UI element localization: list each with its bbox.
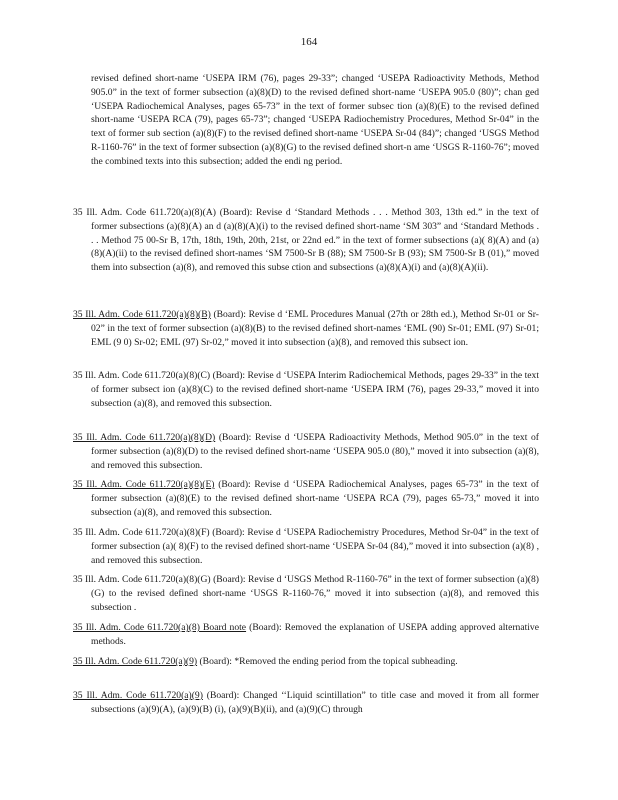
entry-text: (Board): Changed ‘‘Liquid scintillation” to title case and moved it from all former subsections (a)(9)(A), (a)(9)(B) (i), (a)(9)(B)(ii), and (a)(9)(C) through <box>91 690 540 715</box>
entry-611-720-a8D <box>73 431 539 472</box>
entry-citation: 35 Ill. Adm. Code 611.720(a)(9) <box>73 656 198 667</box>
entry-text: (Board): Revise d ‘EML Procedures Manual (27th or 28th ed.), Method Sr-01 or Sr-02” in the text of former subsection (a)(8)(B) to the revised defined short-names ‘EML (90) Sr-01; EML (97) Sr-01; EML (9 0) Sr-02; EML (97) Sr-02,” moved it into subsection (a)(8), and removed this subsect ion. <box>91 309 539 348</box>
entry-text: (Board): Removed the explanation of USEPA adding approved alternative methods. <box>91 622 539 647</box>
entry-citation: 35 Ill. Adm. Code 611.720(a)(8) Board note <box>73 622 247 633</box>
entry-text: (Board): Revise d ‘USEPA Radiochemistry Procedures, Method Sr-04” in the text of former subsection (a)( 8)(F) to the revised defined short-name ‘USEPA Sr-04 (84),” moved it into subsection (a)(8) , and removed this subsection. <box>91 527 539 566</box>
entry-text: (Board): *Removed the ending period from the topical subheading. <box>197 656 458 667</box>
page-number: 164 <box>300 36 318 48</box>
entry-611-720-a8B <box>73 308 539 349</box>
entry-611-720-a8E <box>73 478 539 519</box>
entry-text: (Board): Revise d ‘USEPA Radiochemical Analyses, pages 65-73” in the text of former subsection (a)(8)(E) to the revised defined short-name ‘USEPA RCA (79), pages 65-73,” moved it into subsection (a)(8), and removed this subsection. <box>91 479 539 518</box>
entry-citation: 35 Ill. Adm. Code 611.720(a)(8)(B) <box>73 309 211 320</box>
entry-citation: 35 Ill. Adm. Code 611.720(a)(8)(A) <box>73 207 216 218</box>
intro-paragraph: revised defined short-name ‘USEPA IRM (76), pages 29-33”; changed ‘USEPA Radioactivity Methods, Method 905.0” in the text of former subsection (a)(8)(D) to the revised defined short-name ‘USEPA 905.0 (80)”; chan ged ‘USEPA Radiochemical Analyses, pages 65-73” in the text of former subsec tion (a)(8)(E) to the revised defined short-name ‘USEPA RCA (79), pages 65-73”; changed ‘USEPA Radiochemistry Procedures, Method Sr-04” in the text of former sub section (a)(8)(F) to the revised defined short-name ‘USEPA Sr-04 (84)”; changed ‘USGS Method R-1160-76” in the text of former subsection (a)(8)(G) to the revised defined short-n ame ‘USGS R-1160-76”; moved the combined texts into this subsection; added the endi ng period. <box>91 73 539 167</box>
entry-citation: 35 Ill. Adm. Code 611.720(a)(8)(F) <box>73 527 210 538</box>
entry-611-720-a9-heading <box>73 655 539 669</box>
entry-text: (Board): Revise d ‘USEPA Radioactivity Methods, Method 905.0” in the text of former subsection (a)(8)(D) to the revised defined short-name ‘USEPA 905.0 (80),” moved it into subsection (a)(8), and removed this subsection. <box>91 432 539 471</box>
entry-611-720-a9-liquid <box>73 689 539 717</box>
entry-611-720-a8A <box>73 206 539 275</box>
entry-citation: 35 Ill. Adm. Code 611.720(a)(8)(C) <box>73 370 211 381</box>
entry-611-720-a8G <box>73 573 539 614</box>
entry-text: (Board): Revise d ‘USGS Method R-1160-76” in the text of former subsection (a)(8)(G) to the revised defined short-name ‘USGS R-1160-76,” moved it into subsection (a)(8), and removed this subsection . <box>91 574 539 613</box>
entry-citation: 35 Ill. Adm. Code 611.720(a)(8)(D) <box>73 432 216 443</box>
entry-citation: 35 Ill. Adm. Code 611.720(a)(9) <box>73 690 203 701</box>
entry-text: (Board): Revise d ‘USEPA Interim Radiochemical Methods, pages 29-33” in the text of former subsect ion (a)(8)(C) to the revised defined short-name ‘USEPA IRM (76), pages 29-33,” moved it into subsection (a)(8), and removed this subsection. <box>91 370 539 409</box>
entry-611-720-a8-board-note <box>73 621 539 649</box>
entry-citation: 35 Ill. Adm. Code 611.720(a)(8)(E) <box>73 479 215 490</box>
entry-611-720-a8F <box>73 526 539 567</box>
entry-citation: 35 Ill. Adm. Code 611.720(a)(8)(G) <box>73 574 211 585</box>
entry-611-720-a8C <box>73 369 539 410</box>
entry-text: (Board): Revise d ‘Standard Methods . . . Method 303, 13th ed.” in the text of former subsections (a)(8)(A) an d (a)(8)(A)(i) to the revised defined short-name ‘SM 303” and ‘Standard Methods . . . Method 75 00-Sr B, 17th, 18th, 19th, 20th, 21st, or 22nd ed.” in the text of former subsections (a)( 8)(A) and (a)(8)(A)(ii) to the revised defined short-names ‘SM 7500-Sr B (88); SM 7500-Sr B (93); SM 7500-Sr B (01),” moved them into subsection (a)(8), and removed this subse ction and subsections (a)(8)(A)(i) and (a)(8)(A)(ii). <box>91 207 539 274</box>
